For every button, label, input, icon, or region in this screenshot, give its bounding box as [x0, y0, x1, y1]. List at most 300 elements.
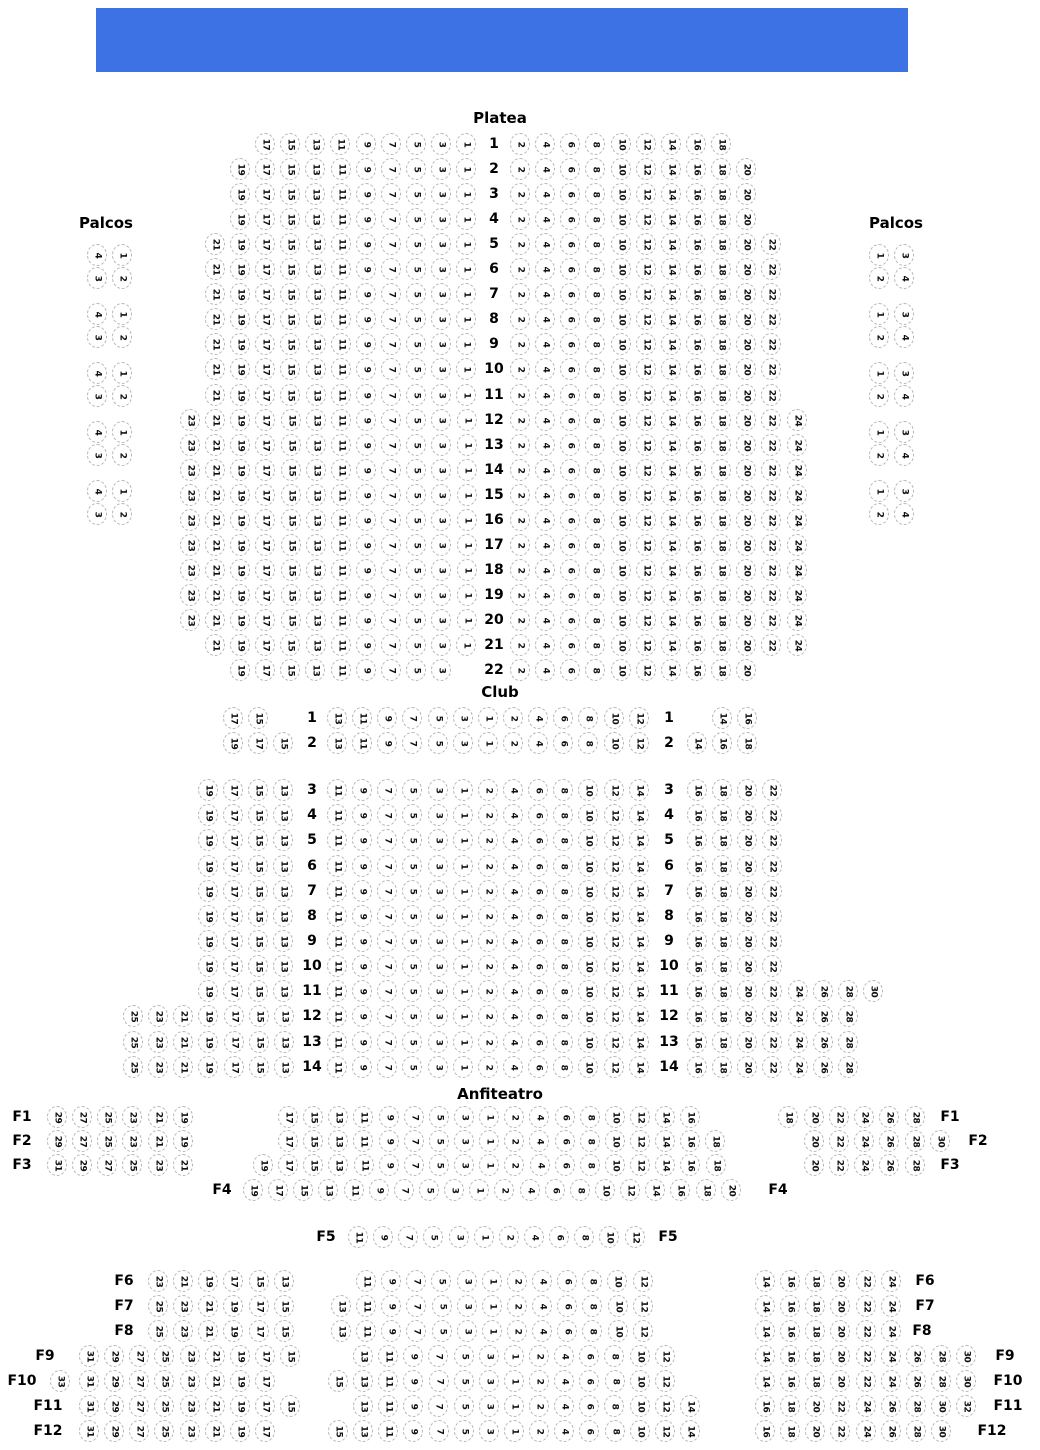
seat[interactable]	[503, 905, 523, 927]
seat[interactable]	[553, 732, 573, 754]
seat[interactable]	[205, 434, 225, 456]
seat[interactable]	[404, 1106, 424, 1128]
seat[interactable]	[479, 1370, 499, 1392]
seat[interactable]	[112, 303, 132, 325]
seat[interactable]	[510, 208, 530, 230]
seat[interactable]	[428, 779, 448, 801]
seat[interactable]	[661, 609, 681, 631]
seat[interactable]	[327, 930, 347, 952]
seat[interactable]	[636, 133, 656, 155]
seat[interactable]	[381, 133, 401, 155]
seat[interactable]	[499, 1226, 519, 1248]
seat[interactable]	[956, 1395, 976, 1417]
seat[interactable]	[180, 534, 200, 556]
seat[interactable]	[611, 559, 631, 581]
seat[interactable]	[431, 584, 451, 606]
seat[interactable]	[736, 634, 756, 656]
seat[interactable]	[303, 1106, 323, 1128]
seat[interactable]	[381, 358, 401, 380]
seat[interactable]	[535, 409, 555, 431]
seat[interactable]	[813, 1031, 833, 1053]
seat[interactable]	[255, 208, 275, 230]
seat[interactable]	[780, 1420, 800, 1442]
seat[interactable]	[431, 358, 451, 380]
seat[interactable]	[604, 732, 624, 754]
seat[interactable]	[894, 421, 914, 443]
seat[interactable]	[255, 534, 275, 556]
seat[interactable]	[629, 855, 649, 877]
seat[interactable]	[528, 1005, 548, 1027]
seat[interactable]	[712, 804, 732, 826]
seat[interactable]	[629, 905, 649, 927]
seat[interactable]	[180, 1370, 200, 1392]
seat[interactable]	[479, 1154, 499, 1176]
seat[interactable]	[431, 233, 451, 255]
seat[interactable]	[406, 634, 426, 656]
seat[interactable]	[230, 659, 250, 681]
seat[interactable]	[629, 930, 649, 952]
seat[interactable]	[478, 905, 498, 927]
seat[interactable]	[223, 855, 243, 877]
seat[interactable]	[223, 930, 243, 952]
seat[interactable]	[535, 208, 555, 230]
seat[interactable]	[352, 880, 372, 902]
seat[interactable]	[453, 829, 473, 851]
seat[interactable]	[148, 1320, 168, 1342]
seat[interactable]	[528, 779, 548, 801]
seat[interactable]	[711, 258, 731, 280]
seat[interactable]	[205, 484, 225, 506]
seat[interactable]	[780, 1270, 800, 1292]
seat[interactable]	[173, 1295, 193, 1317]
seat[interactable]	[180, 559, 200, 581]
seat[interactable]	[510, 333, 530, 355]
seat[interactable]	[854, 1154, 874, 1176]
seat[interactable]	[457, 484, 477, 506]
seat[interactable]	[636, 459, 656, 481]
seat[interactable]	[636, 534, 656, 556]
seat[interactable]	[249, 1031, 269, 1053]
seat[interactable]	[736, 283, 756, 305]
seat[interactable]	[736, 233, 756, 255]
seat[interactable]	[711, 509, 731, 531]
seat[interactable]	[478, 1005, 498, 1027]
seat[interactable]	[274, 1005, 294, 1027]
seat[interactable]	[503, 930, 523, 952]
seat[interactable]	[230, 358, 250, 380]
seat[interactable]	[906, 1345, 926, 1367]
seat[interactable]	[328, 1130, 348, 1152]
seat[interactable]	[585, 384, 605, 406]
seat[interactable]	[633, 1320, 653, 1342]
seat[interactable]	[87, 326, 107, 348]
seat[interactable]	[762, 855, 782, 877]
seat[interactable]	[611, 208, 631, 230]
seat[interactable]	[611, 233, 631, 255]
seat[interactable]	[148, 1056, 168, 1078]
seat[interactable]	[230, 459, 250, 481]
seat[interactable]	[404, 1130, 424, 1152]
seat[interactable]	[205, 634, 225, 656]
seat[interactable]	[381, 258, 401, 280]
seat[interactable]	[507, 1295, 527, 1317]
seat[interactable]	[280, 1345, 300, 1367]
seat[interactable]	[353, 1106, 373, 1128]
seat[interactable]	[761, 534, 781, 556]
seat[interactable]	[406, 308, 426, 330]
seat[interactable]	[528, 880, 548, 902]
seat[interactable]	[661, 283, 681, 305]
seat[interactable]	[585, 258, 605, 280]
seat[interactable]	[829, 1130, 849, 1152]
seat[interactable]	[661, 409, 681, 431]
seat[interactable]	[331, 358, 351, 380]
seat[interactable]	[805, 1320, 825, 1342]
seat[interactable]	[469, 1179, 489, 1201]
seat[interactable]	[761, 559, 781, 581]
seat[interactable]	[205, 1395, 225, 1417]
seat[interactable]	[457, 434, 477, 456]
seat[interactable]	[248, 779, 268, 801]
seat[interactable]	[205, 459, 225, 481]
seat[interactable]	[331, 609, 351, 631]
seat[interactable]	[894, 385, 914, 407]
seat[interactable]	[274, 1270, 294, 1292]
seat[interactable]	[629, 707, 649, 729]
seat[interactable]	[305, 659, 325, 681]
seat[interactable]	[453, 855, 473, 877]
seat[interactable]	[578, 980, 598, 1002]
seat[interactable]	[711, 584, 731, 606]
seat[interactable]	[620, 1179, 640, 1201]
seat[interactable]	[478, 855, 498, 877]
seat[interactable]	[306, 409, 326, 431]
seat[interactable]	[431, 534, 451, 556]
seat[interactable]	[787, 484, 807, 506]
seat[interactable]	[956, 1345, 976, 1367]
seat[interactable]	[457, 1295, 477, 1317]
seat[interactable]	[762, 880, 782, 902]
seat[interactable]	[148, 1154, 168, 1176]
seat[interactable]	[510, 609, 530, 631]
seat[interactable]	[406, 434, 426, 456]
seat[interactable]	[611, 609, 631, 631]
seat[interactable]	[402, 1031, 422, 1053]
seat[interactable]	[331, 1295, 351, 1317]
seat[interactable]	[585, 534, 605, 556]
seat[interactable]	[79, 1420, 99, 1442]
seat[interactable]	[578, 804, 598, 826]
seat[interactable]	[611, 534, 631, 556]
seat[interactable]	[604, 829, 624, 851]
seat[interactable]	[560, 258, 580, 280]
seat[interactable]	[705, 1130, 725, 1152]
seat[interactable]	[560, 283, 580, 305]
seat[interactable]	[755, 1395, 775, 1417]
seat[interactable]	[894, 244, 914, 266]
seat[interactable]	[869, 480, 889, 502]
seat[interactable]	[510, 133, 530, 155]
seat[interactable]	[579, 1370, 599, 1392]
seat[interactable]	[711, 183, 731, 205]
seat[interactable]	[249, 1320, 269, 1342]
seat[interactable]	[478, 804, 498, 826]
seat[interactable]	[112, 385, 132, 407]
seat[interactable]	[535, 133, 555, 155]
seat[interactable]	[611, 409, 631, 431]
seat[interactable]	[578, 955, 598, 977]
seat[interactable]	[686, 409, 706, 431]
seat[interactable]	[398, 1226, 418, 1248]
seat[interactable]	[595, 1179, 615, 1201]
seat[interactable]	[255, 384, 275, 406]
seat[interactable]	[381, 333, 401, 355]
seat[interactable]	[711, 459, 731, 481]
seat[interactable]	[377, 1005, 397, 1027]
seat[interactable]	[428, 1005, 448, 1027]
seat[interactable]	[352, 707, 372, 729]
seat[interactable]	[356, 1320, 376, 1342]
seat[interactable]	[560, 559, 580, 581]
seat[interactable]	[805, 1345, 825, 1367]
seat[interactable]	[611, 659, 631, 681]
seat[interactable]	[528, 707, 548, 729]
seat[interactable]	[636, 484, 656, 506]
seat[interactable]	[633, 1295, 653, 1317]
seat[interactable]	[510, 659, 530, 681]
seat[interactable]	[787, 409, 807, 431]
seat[interactable]	[243, 1179, 263, 1201]
seat[interactable]	[205, 283, 225, 305]
seat[interactable]	[352, 829, 372, 851]
seat[interactable]	[504, 1130, 524, 1152]
seat[interactable]	[881, 1345, 901, 1367]
seat[interactable]	[154, 1345, 174, 1367]
seat[interactable]	[281, 534, 301, 556]
seat[interactable]	[454, 1154, 474, 1176]
seat[interactable]	[402, 1005, 422, 1027]
seat[interactable]	[604, 880, 624, 902]
seat[interactable]	[604, 804, 624, 826]
seat[interactable]	[456, 233, 476, 255]
seat[interactable]	[636, 258, 656, 280]
seat[interactable]	[879, 1106, 899, 1128]
seat[interactable]	[580, 1154, 600, 1176]
seat[interactable]	[787, 559, 807, 581]
seat[interactable]	[762, 779, 782, 801]
seat[interactable]	[454, 1395, 474, 1417]
seat[interactable]	[578, 1031, 598, 1053]
seat[interactable]	[377, 1031, 397, 1053]
seat[interactable]	[173, 1031, 193, 1053]
seat[interactable]	[736, 484, 756, 506]
seat[interactable]	[402, 829, 422, 851]
seat[interactable]	[881, 1420, 901, 1442]
seat[interactable]	[630, 1370, 650, 1392]
seat[interactable]	[122, 1106, 142, 1128]
seat[interactable]	[585, 484, 605, 506]
seat[interactable]	[453, 905, 473, 927]
seat[interactable]	[378, 1395, 398, 1417]
seat[interactable]	[180, 509, 200, 531]
seat[interactable]	[854, 1130, 874, 1152]
seat[interactable]	[830, 1420, 850, 1442]
seat[interactable]	[327, 1005, 347, 1027]
seat[interactable]	[529, 1345, 549, 1367]
seat[interactable]	[180, 484, 200, 506]
seat[interactable]	[712, 980, 732, 1002]
seat[interactable]	[636, 584, 656, 606]
seat[interactable]	[453, 1031, 473, 1053]
seat[interactable]	[578, 880, 598, 902]
seat[interactable]	[378, 1370, 398, 1392]
seat[interactable]	[686, 634, 706, 656]
seat[interactable]	[755, 1370, 775, 1392]
seat[interactable]	[112, 267, 132, 289]
seat[interactable]	[636, 559, 656, 581]
seat[interactable]	[553, 1056, 573, 1078]
seat[interactable]	[712, 1056, 732, 1078]
seat[interactable]	[737, 855, 757, 877]
seat[interactable]	[869, 385, 889, 407]
seat[interactable]	[629, 829, 649, 851]
seat[interactable]	[104, 1370, 124, 1392]
seat[interactable]	[428, 855, 448, 877]
seat[interactable]	[274, 1295, 294, 1317]
seat[interactable]	[255, 634, 275, 656]
seat[interactable]	[661, 659, 681, 681]
seat[interactable]	[736, 534, 756, 556]
seat[interactable]	[528, 905, 548, 927]
seat[interactable]	[838, 980, 858, 1002]
seat[interactable]	[608, 1320, 628, 1342]
seat[interactable]	[230, 233, 250, 255]
seat[interactable]	[630, 1130, 650, 1152]
seat[interactable]	[869, 244, 889, 266]
seat[interactable]	[686, 484, 706, 506]
seat[interactable]	[453, 779, 473, 801]
seat[interactable]	[712, 732, 732, 754]
seat[interactable]	[224, 1031, 244, 1053]
seat[interactable]	[223, 880, 243, 902]
seat[interactable]	[248, 804, 268, 826]
seat[interactable]	[402, 855, 422, 877]
seat[interactable]	[636, 283, 656, 305]
seat[interactable]	[154, 1420, 174, 1442]
seat[interactable]	[331, 258, 351, 280]
seat[interactable]	[611, 158, 631, 180]
seat[interactable]	[112, 362, 132, 384]
seat[interactable]	[535, 509, 555, 531]
seat[interactable]	[686, 133, 706, 155]
seat[interactable]	[180, 584, 200, 606]
seat[interactable]	[580, 1106, 600, 1128]
seat[interactable]	[381, 459, 401, 481]
seat[interactable]	[318, 1179, 338, 1201]
seat[interactable]	[553, 955, 573, 977]
seat[interactable]	[755, 1295, 775, 1317]
seat[interactable]	[630, 1420, 650, 1442]
seat[interactable]	[148, 1031, 168, 1053]
seat[interactable]	[661, 233, 681, 255]
seat[interactable]	[736, 609, 756, 631]
seat[interactable]	[205, 609, 225, 631]
seat[interactable]	[633, 1270, 653, 1292]
seat[interactable]	[535, 659, 555, 681]
seat[interactable]	[560, 509, 580, 531]
seat[interactable]	[328, 1106, 348, 1128]
seat[interactable]	[686, 509, 706, 531]
seat[interactable]	[804, 1106, 824, 1128]
seat[interactable]	[503, 855, 523, 877]
seat[interactable]	[104, 1345, 124, 1367]
seat[interactable]	[535, 333, 555, 355]
seat[interactable]	[737, 1005, 757, 1027]
seat[interactable]	[580, 1130, 600, 1152]
seat[interactable]	[579, 1395, 599, 1417]
seat[interactable]	[431, 384, 451, 406]
seat[interactable]	[661, 584, 681, 606]
seat[interactable]	[281, 459, 301, 481]
seat[interactable]	[306, 484, 326, 506]
seat[interactable]	[273, 804, 293, 826]
seat[interactable]	[711, 158, 731, 180]
seat[interactable]	[528, 955, 548, 977]
seat[interactable]	[686, 434, 706, 456]
seat[interactable]	[352, 1031, 372, 1053]
seat[interactable]	[504, 1395, 524, 1417]
seat[interactable]	[428, 880, 448, 902]
seat[interactable]	[253, 1154, 273, 1176]
seat[interactable]	[474, 1226, 494, 1248]
seat[interactable]	[377, 880, 397, 902]
seat[interactable]	[305, 183, 325, 205]
seat[interactable]	[129, 1370, 149, 1392]
seat[interactable]	[356, 208, 376, 230]
seat[interactable]	[377, 804, 397, 826]
seat[interactable]	[503, 1005, 523, 1027]
seat[interactable]	[636, 233, 656, 255]
seat[interactable]	[356, 509, 376, 531]
seat[interactable]	[856, 1345, 876, 1367]
seat[interactable]	[560, 208, 580, 230]
seat[interactable]	[280, 183, 300, 205]
seat[interactable]	[453, 707, 473, 729]
seat[interactable]	[230, 609, 250, 631]
seat[interactable]	[503, 732, 523, 754]
seat[interactable]	[553, 855, 573, 877]
seat[interactable]	[224, 1056, 244, 1078]
seat[interactable]	[180, 409, 200, 431]
seat[interactable]	[406, 283, 426, 305]
seat[interactable]	[736, 258, 756, 280]
seat[interactable]	[280, 283, 300, 305]
seat[interactable]	[230, 1370, 250, 1392]
seat[interactable]	[377, 980, 397, 1002]
seat[interactable]	[582, 1295, 602, 1317]
seat[interactable]	[331, 283, 351, 305]
seat[interactable]	[504, 1420, 524, 1442]
seat[interactable]	[608, 1295, 628, 1317]
seat[interactable]	[629, 955, 649, 977]
seat[interactable]	[554, 1420, 574, 1442]
seat[interactable]	[482, 1295, 502, 1317]
seat[interactable]	[687, 880, 707, 902]
seat[interactable]	[761, 308, 781, 330]
seat[interactable]	[761, 434, 781, 456]
seat[interactable]	[379, 1130, 399, 1152]
seat[interactable]	[535, 183, 555, 205]
